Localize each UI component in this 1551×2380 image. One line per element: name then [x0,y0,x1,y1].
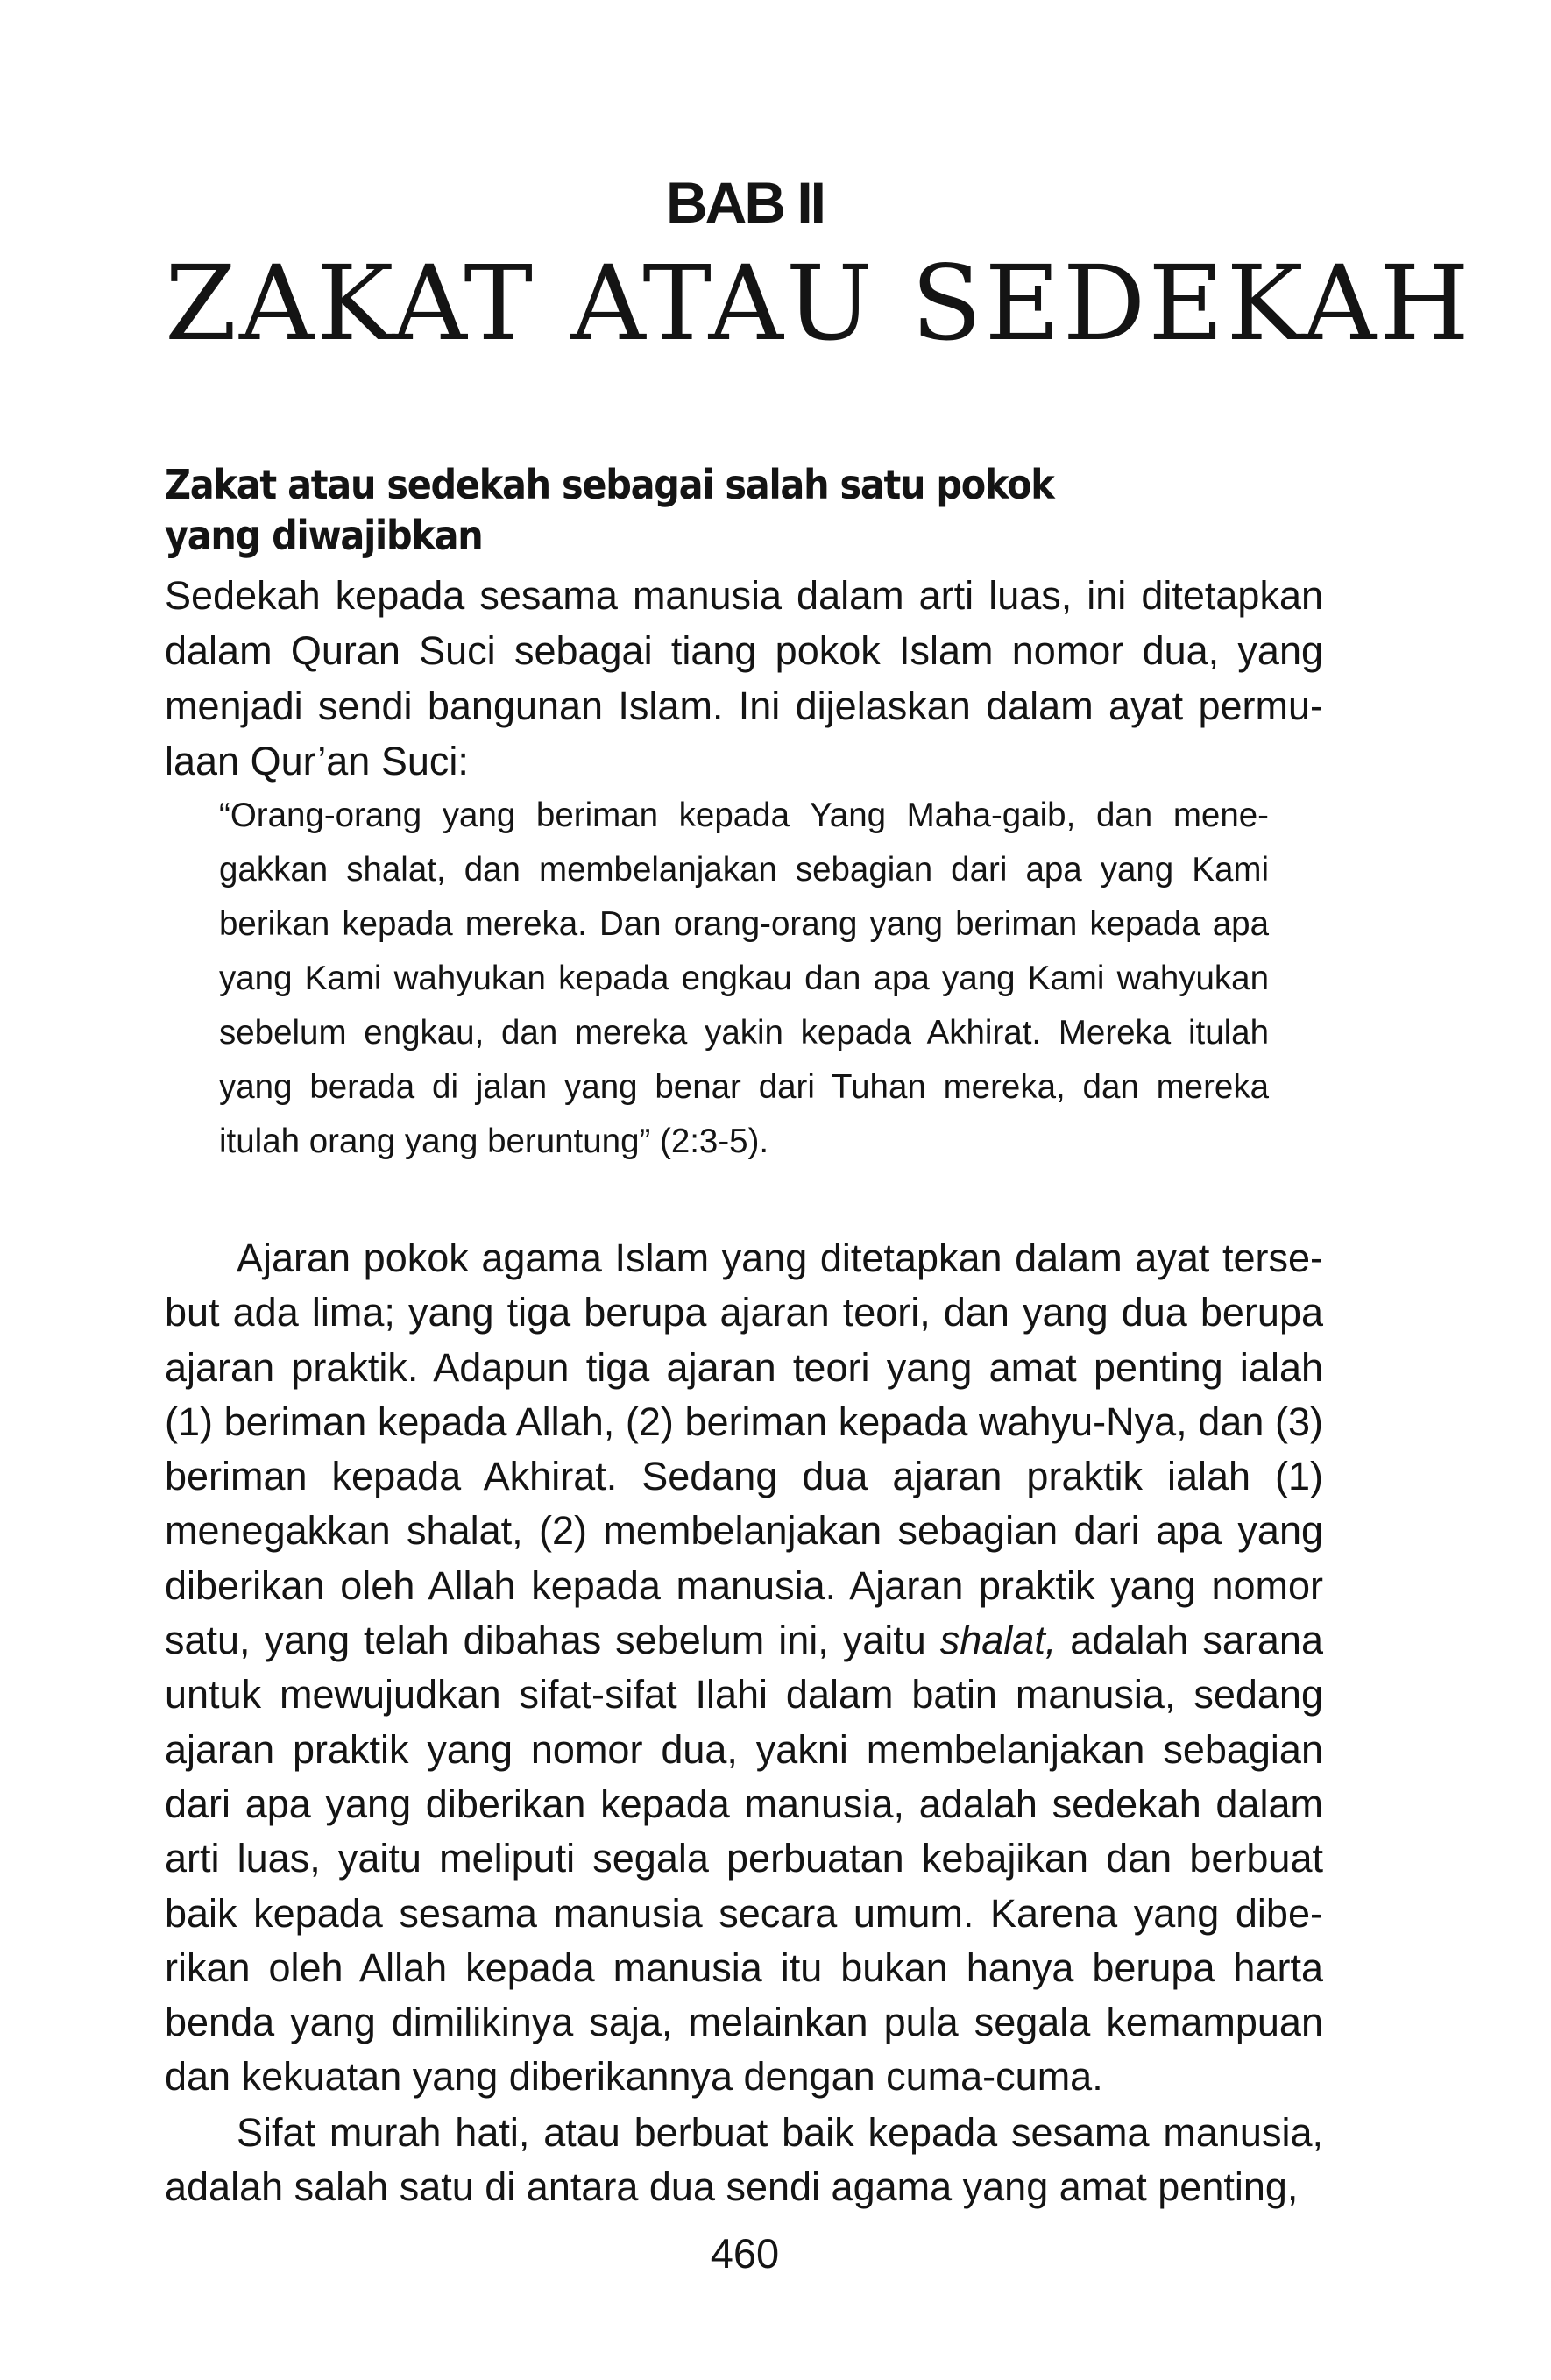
intro-paragraph: Sedekah kepada sesama manusia dalam arti luas, ini ditetapkan dalam Quran Suci sebagai tiang pokok Islam nomor dua, yang menjadi sendi bangunan Islam. Ini dijelaskan dalam ayat permulaan Qur’an Suci: [165,573,1323,783]
section-heading-line-2: yang diwajibkan [165,512,483,559]
page-number: 460 [710,2230,780,2277]
section-heading-line-1: Zakat atau sedekah sebagai salah satu pokok [165,461,1054,508]
section-heading [165,459,1206,561]
paragraph-1-italic-term: shalat, [939,1618,1057,1663]
body-paragraph-2: Sifat murah hati, atau berbuat baik kepada sesama manusia, adalah salah satu di antara dua sendi agama yang amat penting, [165,2110,1323,2210]
chapter-label: BAB II [666,170,824,235]
paragraph-1-text-b: adalah sarana untuk mewujudkan sifat-sifat Ilahi dalam batin manusia, sedang ajaran praktik yang nomor dua, yakni membelanjakan sebagian dari apa yang diberikan kepada manusia, adalah sedekah dalam arti luas, yaitu meliputi segala perbuatan kebajikan dan berbuat baik kepada sesama manusia secara umum. Karena yang diberikan oleh Allah kepada manusia itu bukan hanya berupa harta benda yang dimilikinya saja, melainkan pula segala kemampuan dan kekuatan yang diberikannya dengan cuma-cuma. [165,1618,1323,2100]
paragraph-1-text-a: Ajaran pokok agama Islam yang ditetapkan dalam ayat tersebut ada lima; yang tiga berupa ajaran teori, dan yang dua berupa ajaran praktik. Adapun tiga ajaran teori yang amat penting ialah (1) beriman kepada Allah, (2) beriman kepada wahyu-Nya, dan (3) beriman kepada Akhirat. Sedang dua ajaran praktik ialah (1) menegakkan shalat, (2) membelanjakan sebagian dari apa yang diberikan oleh Allah kepada manusia. Ajaran praktik yang nomor satu, yang telah dibahas sebelum ini, yaitu [165,1236,1323,1663]
quran-quote: “Orang-orang yang beriman kepada Yang Maha-gaib, dan menegakkan shalat, dan membelanjakan sebagian dari apa yang Kami berikan kepada mereka. Dan orang-orang yang beriman kepada apa yang Kami wahyukan kepada engkau dan apa yang Kami wahyukan sebelum engkau, dan mereka yakin kepada Akhirat. Mereka itulah yang berada di jalan yang benar dari Tuhan mereka, dan mereka itulah orang yang beruntung” (2:3-5). [219,797,1269,1160]
chapter-title: ZAKAT ATAU SEDEKAH [165,243,1472,364]
body-paragraph-1 [165,1231,1323,2105]
